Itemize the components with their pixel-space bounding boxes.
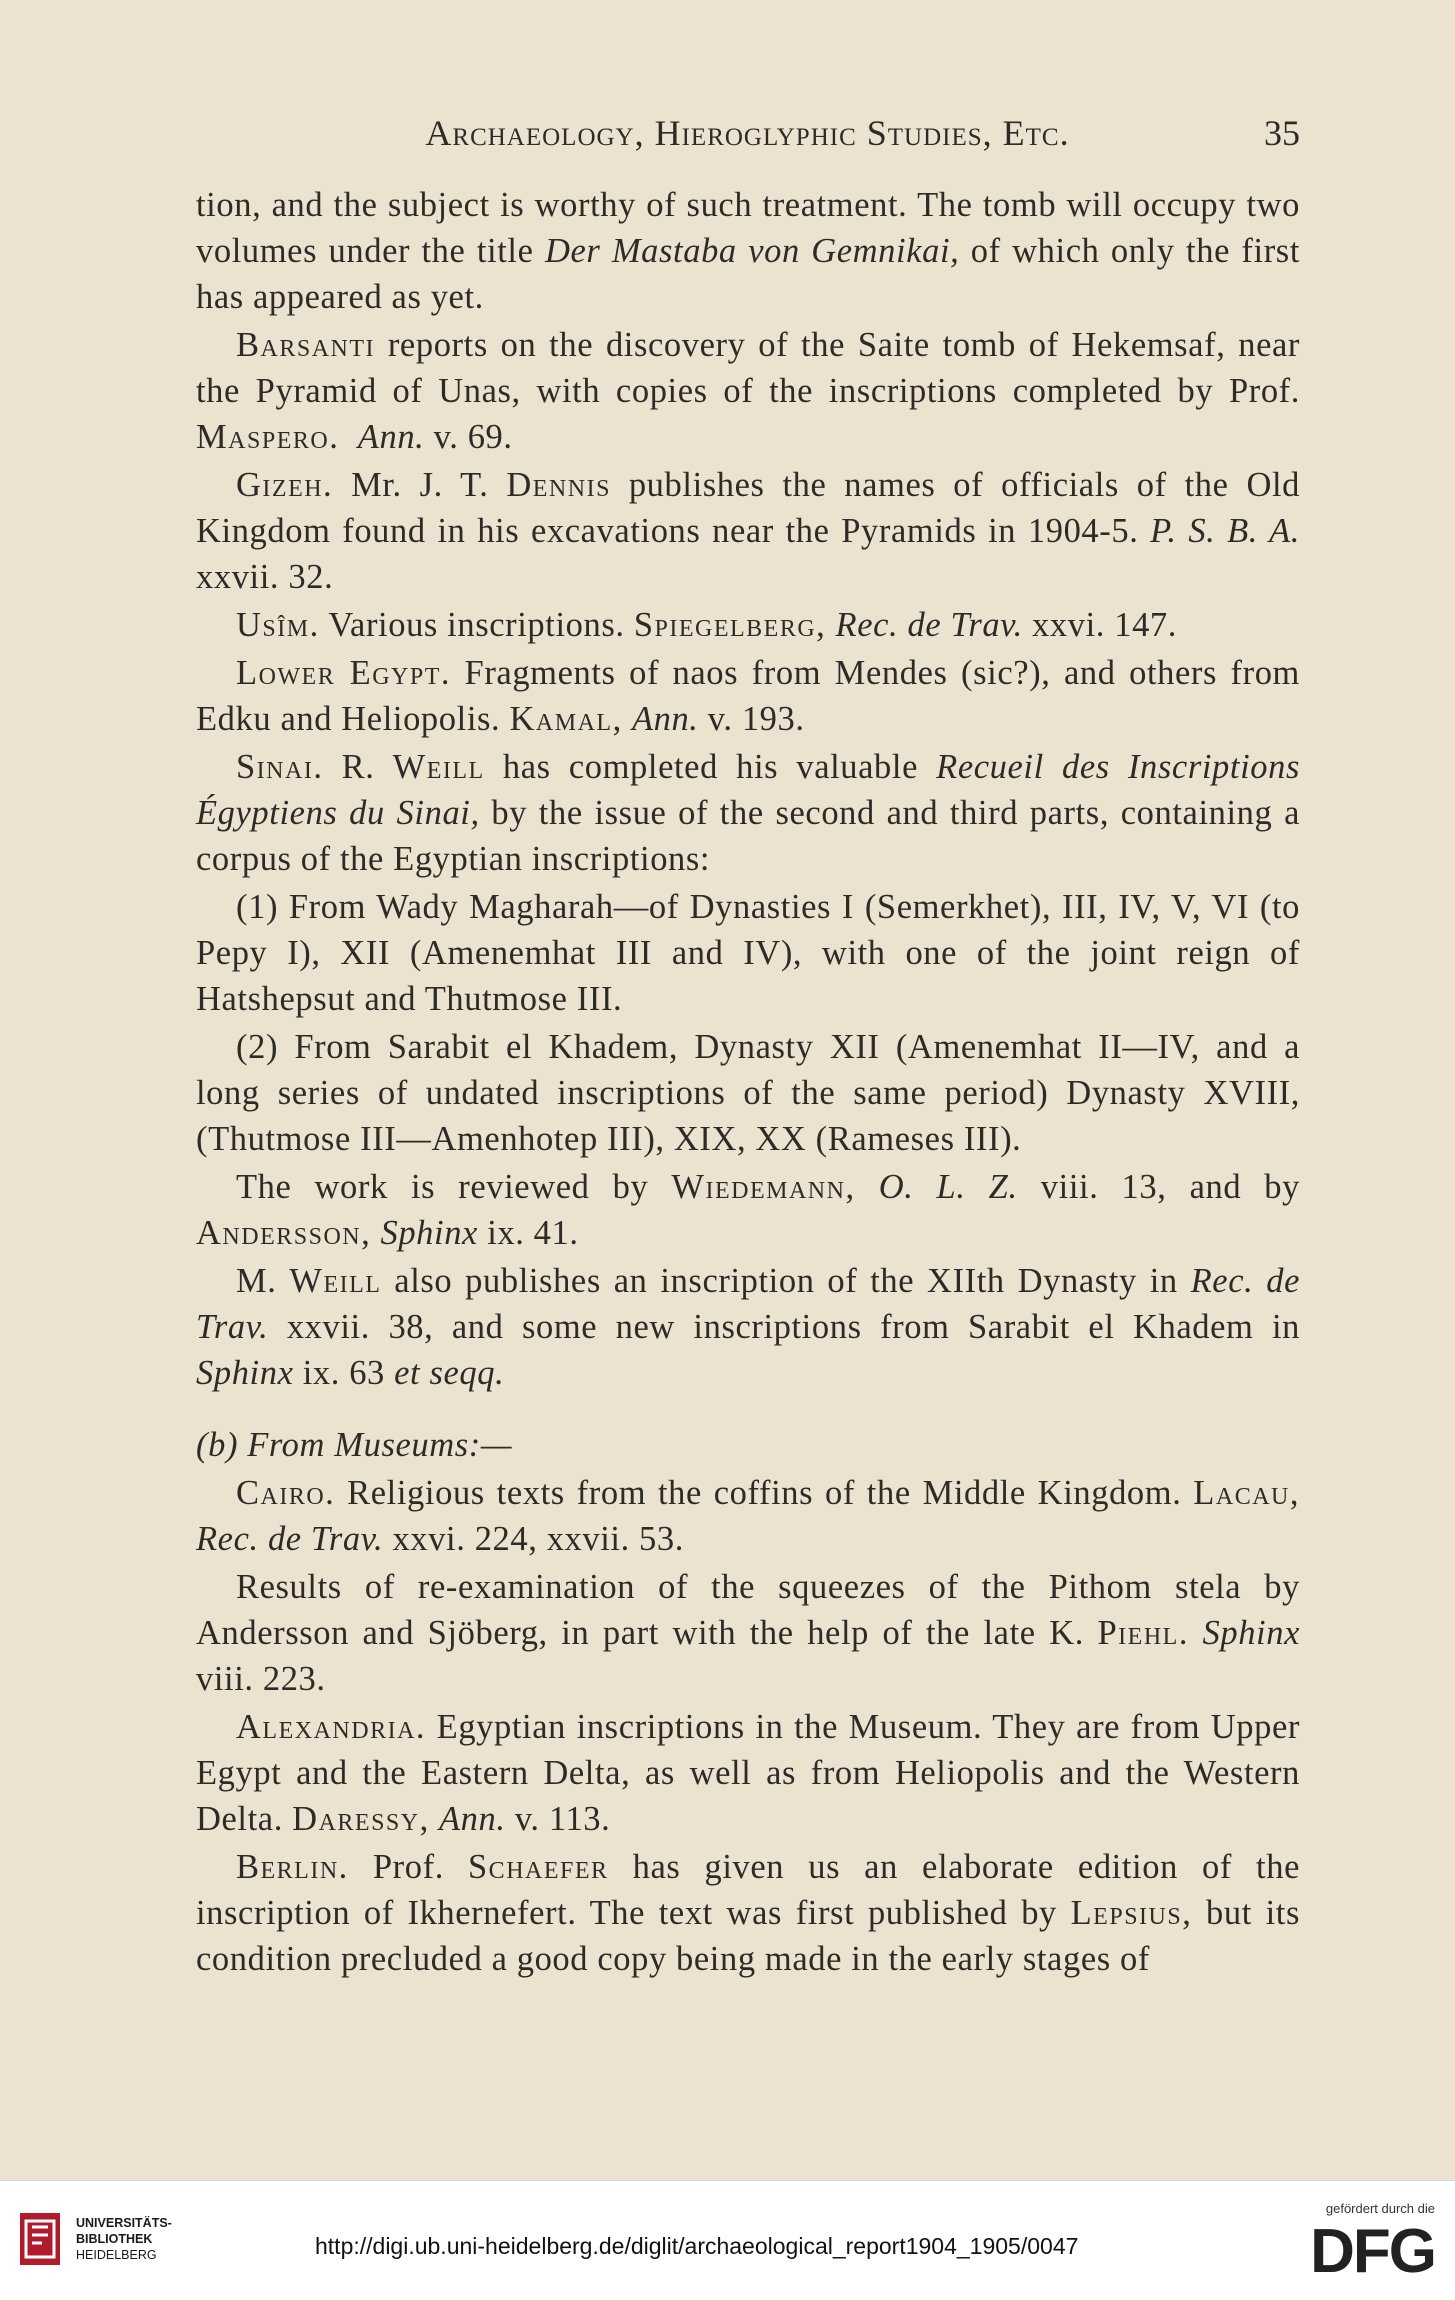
logo-text-line2: BIBLIOTHEK xyxy=(76,2232,153,2246)
paragraph: (2) From Sarabit el Khadem, Dynasty XII (Amenemhat II—IV, and a long series of undated inscriptions of the same period) Dynasty XVIII, (Thutmose III—Amenhotep III), XIX, XX (Rameses III). xyxy=(196,1028,1300,1158)
paragraph: M. Weill also publishes an inscription of the XIIth Dynasty in Rec. de Trav. xxvii. 38, and some new inscriptions from Sarabit el Khadem in Sphinx ix. 63 et seqq. xyxy=(196,1262,1300,1392)
library-mark-icon xyxy=(18,2211,62,2267)
paragraph: (1) From Wady Magharah—of Dynasties I (Semerkhet), III, IV, V, VI (to Pepy I), XII (Amenemhat III and IV), with one of the joint reign of Hatshepsut and Thutmose III. xyxy=(196,888,1300,1018)
dfg-logo[interactable]: DFG xyxy=(1310,2217,1435,2286)
dfg-caption: gefördert durch die xyxy=(1325,2201,1435,2216)
paragraph: Berlin. Prof. Schaefer has given us an elaborate edition of the inscription of Ikhernefert. The text was first published by Lepsius, but its condition precluded a good copy being made in the early stages of xyxy=(196,1848,1301,1978)
paragraph: Usîm. Various inscriptions. Spiegelberg, Rec. de Trav. xxvi. 147. xyxy=(236,606,1177,644)
paragraph: Barsanti reports on the discovery of the Saite tomb of Hekemsaf, near the Pyramid of Unas, with copies of the inscriptions completed by Prof. Maspero. Ann. v. 69. xyxy=(196,326,1300,456)
body-text xyxy=(196,182,1300,1984)
university-library-logo[interactable] xyxy=(18,2211,188,2271)
permalink-url[interactable]: http://digi.ub.uni-heidelberg.de/diglit/archaeological_report1904_1905/0047 xyxy=(315,2233,1079,2259)
running-head: Archaeology, Hieroglyphic Studies, Etc. xyxy=(425,113,1070,153)
paragraph: Results of re-examination of the squeezes of the Pithom stela by Andersson and Sjöberg, in part with the help of the late K. Piehl. Sphinx viii. 223. xyxy=(196,1568,1300,1698)
logo-text-line1: UNIVERSITÄTS- xyxy=(76,2216,172,2230)
paragraph: Alexandria. Egyptian inscriptions in the Museum. They are from Upper Egypt and the Eastern Delta, as well as from Heliopolis and the Western Delta. Daressy, Ann. v. 113. xyxy=(196,1708,1300,1838)
page-header xyxy=(195,112,1300,162)
paragraph: The work is reviewed by Wiedemann, O. L. Z. viii. 13, and by Andersson, Sphinx ix. 41. xyxy=(196,1168,1300,1252)
paragraph: tion, and the subject is worthy of such treatment. The tomb will occupy two volumes under the title Der Mastaba von Gemnikai, of which only the first has appeared as yet. xyxy=(196,186,1301,316)
paragraph: Lower Egypt. Fragments of naos from Mendes (sic?), and others from Edku and Heliopolis. Kamal, Ann. v. 193. xyxy=(196,654,1300,738)
section-heading: (b) From Museums:— xyxy=(196,1426,513,1464)
paragraph: Gizeh. Mr. J. T. Dennis publishes the names of officials of the Old Kingdom found in his excavations near the Pyramids in 1904-5. P. S. B. A. xxvii. 32. xyxy=(196,466,1300,596)
logo-text-line3: HEIDELBERG xyxy=(76,2248,157,2262)
viewer-footer xyxy=(0,2180,1455,2300)
paragraph: Cairo. Religious texts from the coffins of the Middle Kingdom. Lacau, Rec. de Trav. xxvi. 224, xxvii. 53. xyxy=(196,1474,1300,1558)
paragraph: Sinai. R. Weill has completed his valuable Recueil des Inscriptions Égyptiens du Sinai, by the issue of the second and third parts, containing a corpus of the Egyptian inscriptions: xyxy=(196,748,1300,878)
page-number: 35 xyxy=(1264,113,1300,153)
